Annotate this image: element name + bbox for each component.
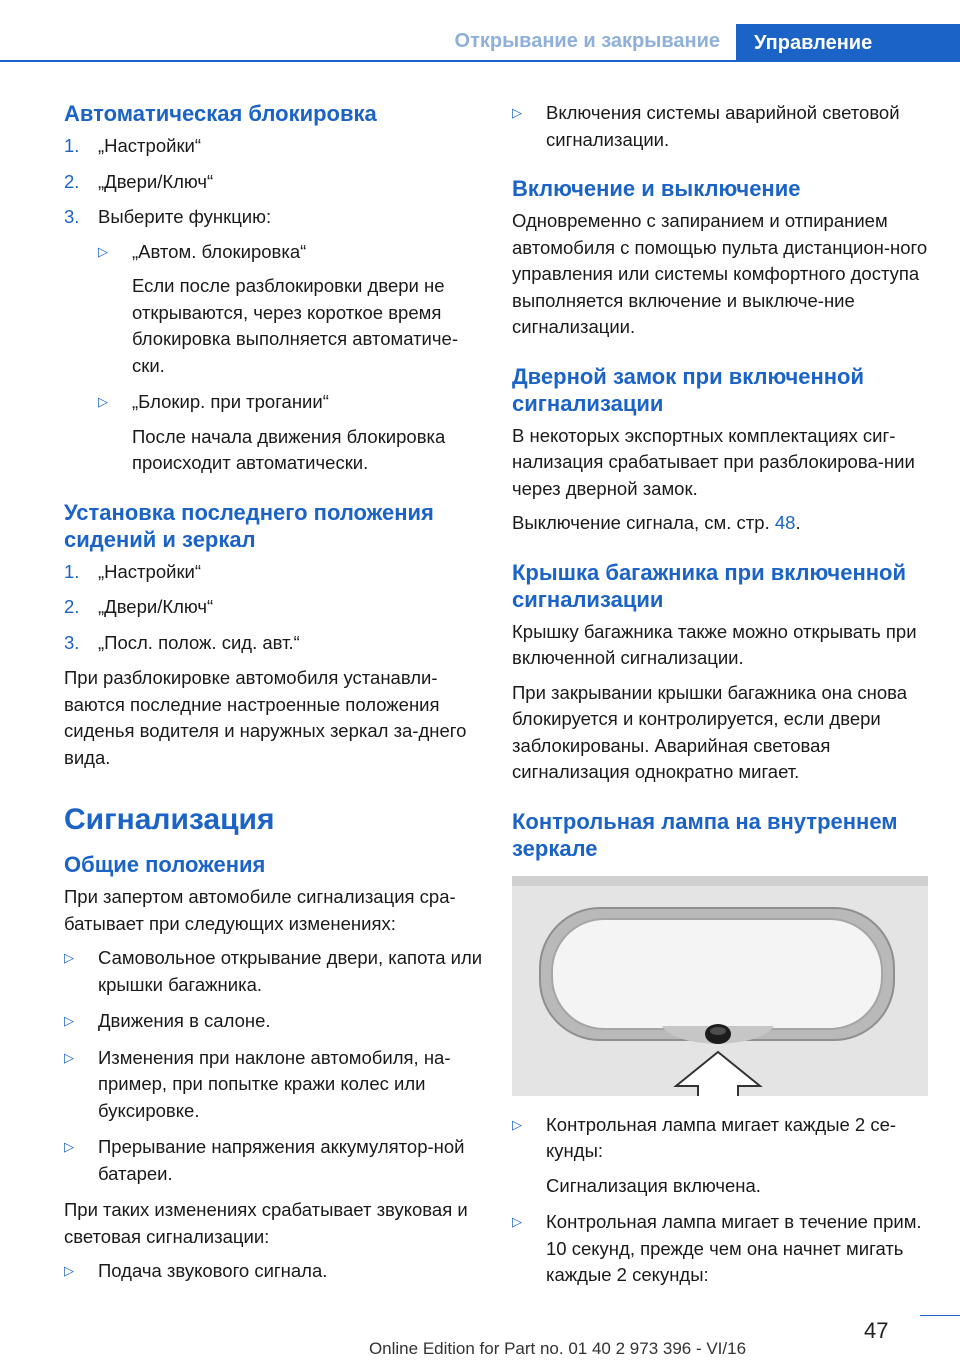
on-off-text: Одновременно с запиранием и отпиранием автомобиля с помощью пульта дистанцион‐ного управления или системы комфортного доступа выполняется включение и выключе‐ние сигнализации. xyxy=(512,210,928,337)
step-text: „Настройки“ xyxy=(98,135,202,156)
left-column xyxy=(64,100,484,1295)
step-text: „Посл. полож. сид. авт.“ xyxy=(98,631,300,653)
door-lock-heading: Дверной замок при включенной сигнализации xyxy=(512,363,865,416)
step-number: 3. xyxy=(64,631,80,653)
trunk-text-1: Крышку багажника также можно открывать при включенной сигнализации. xyxy=(512,620,917,668)
step-text: „Двери/Ключ“ xyxy=(98,596,214,617)
option-title: „Автом. блокировка“ xyxy=(132,240,307,262)
bullet-triangle-icon: ▷ xyxy=(98,243,108,259)
reference-text: Выключение сигнала, см. стр. xyxy=(512,512,775,533)
step-number: 3. xyxy=(64,206,80,227)
step-number: 2. xyxy=(64,596,80,617)
list-item xyxy=(512,100,928,153)
list-item xyxy=(64,1134,484,1187)
list-item xyxy=(64,945,484,998)
step-item xyxy=(64,169,484,196)
option-item xyxy=(98,239,484,380)
bullet-triangle-icon: ▷ xyxy=(64,1263,74,1278)
rearview-mirror-figure xyxy=(512,876,928,1096)
trunk-text-2: При закрывании крышки багажника она снова блокируется и контролируется, если двери заблокированы. Аварийная световая сигнализация однократно мигает. xyxy=(512,681,908,782)
list-item-desc: Сигнализация включена. xyxy=(546,1174,761,1196)
alarm-signals-list xyxy=(64,1258,484,1285)
bullet-triangle-icon: ▷ xyxy=(64,950,74,965)
option-title: „Блокир. при трогании“ xyxy=(132,391,329,412)
bullet-triangle-icon: ▷ xyxy=(98,394,108,409)
list-item-text: Самовольное открывание двери, капота или крышки багажника. xyxy=(98,947,483,995)
list-item xyxy=(512,1209,928,1289)
list-item-text: Контрольная лампа мигает каждые 2 се‐кунды: xyxy=(546,1113,897,1161)
page-number: 47 xyxy=(864,1318,889,1343)
list-item xyxy=(512,1112,928,1200)
door-lock-text: В некоторых экспортных комплектациях сиг‐нализация срабатывает при разблокирова‐нии через дверной замок. xyxy=(512,424,915,499)
alarm-signals-continued xyxy=(512,100,928,153)
last-position-text: При разблокировке автомобиля устанавли‐ваются последние настроенные положения сиденья водителя и наружных зеркал за‐днего вида. xyxy=(64,667,467,768)
bullet-triangle-icon: ▷ xyxy=(512,105,522,120)
option-desc: Если после разблокировки двери не открываются, через короткое время блокировка выполняется автоматиче‐ски. xyxy=(132,275,458,376)
step-item xyxy=(64,594,484,621)
auto-lock-steps xyxy=(64,133,484,231)
step-text: „Настройки“ xyxy=(98,560,202,582)
step-text: „Двери/Ключ“ xyxy=(98,170,214,192)
header-divider xyxy=(0,60,960,62)
step-item xyxy=(64,559,484,586)
alarm-general-heading: Общие положения xyxy=(64,852,266,877)
on-off-heading: Включение и выключение xyxy=(512,176,801,201)
step-number: 1. xyxy=(64,560,80,582)
list-item-text: Изменения при наклоне автомобиля, на‐пример, при попытке кражи колес или буксировке. xyxy=(98,1046,451,1121)
reference-suffix: . xyxy=(795,512,801,533)
alarm-changes-list xyxy=(64,945,484,1187)
list-item-text: Движения в салоне. xyxy=(98,1010,271,1031)
footer-divider xyxy=(920,1315,960,1316)
bullet-triangle-icon: ▷ xyxy=(64,1013,74,1028)
step-number: 1. xyxy=(64,135,80,156)
door-lock-reference xyxy=(512,510,928,537)
rearview-mirror-icon xyxy=(512,876,928,1096)
last-position-steps xyxy=(64,559,484,657)
last-position-heading: Установка последнего положения сидений и зеркал xyxy=(64,499,434,552)
auto-lock-heading: Автоматическая блокировка xyxy=(64,101,377,126)
header-tab-control[interactable]: Управление xyxy=(736,24,960,62)
alarm-intro: При запертом автомобиле сигнализация сра‐батывает при следующих изменениях: xyxy=(64,886,456,934)
bullet-triangle-icon: ▷ xyxy=(512,1214,522,1229)
indicator-lamp-heading: Контрольная лампа на внутреннем зеркале xyxy=(512,808,898,861)
header-section-title: Открывание и закрывание xyxy=(454,30,720,52)
alarm-heading: Сигнализация xyxy=(64,803,275,836)
step-item xyxy=(64,133,484,160)
list-item xyxy=(64,1045,484,1125)
page-header xyxy=(0,24,960,62)
trunk-heading: Крышка багажника при включенной сигнализации xyxy=(512,559,906,612)
list-item-text: Прерывание напряжения аккумулятор‐ной батареи. xyxy=(98,1136,465,1184)
list-item-text: Включения системы аварийной световой сигнализации. xyxy=(546,102,900,150)
step-item xyxy=(64,630,484,657)
bullet-triangle-icon: ▷ xyxy=(64,1049,74,1065)
auto-lock-options xyxy=(98,239,484,477)
option-desc: После начала движения блокировка происходит автоматически. xyxy=(132,425,446,473)
footer-edition: Online Edition for Part no. 01 40 2 973 396 - VI/16 xyxy=(368,1339,747,1358)
bullet-triangle-icon: ▷ xyxy=(512,1116,522,1132)
list-item xyxy=(64,1258,484,1285)
indicator-lamp-list xyxy=(512,1112,928,1289)
step-number: 2. xyxy=(64,170,80,192)
bullet-triangle-icon: ▷ xyxy=(64,1139,74,1154)
option-item xyxy=(98,389,484,477)
step-item xyxy=(64,204,484,231)
page-link[interactable]: 48 xyxy=(774,512,796,533)
right-column xyxy=(512,100,928,1299)
step-text: Выберите функцию: xyxy=(98,206,272,227)
alarm-response: При таких изменениях срабатывает звуковая и световая сигнализации: xyxy=(64,1199,468,1247)
list-item-text: Подача звукового сигнала. xyxy=(98,1260,328,1281)
list-item-text: Контрольная лампа мигает в течение прим. 10 секунд, прежде чем она начнет мигать каждые 2 секунды: xyxy=(546,1211,922,1285)
list-item xyxy=(64,1008,484,1035)
